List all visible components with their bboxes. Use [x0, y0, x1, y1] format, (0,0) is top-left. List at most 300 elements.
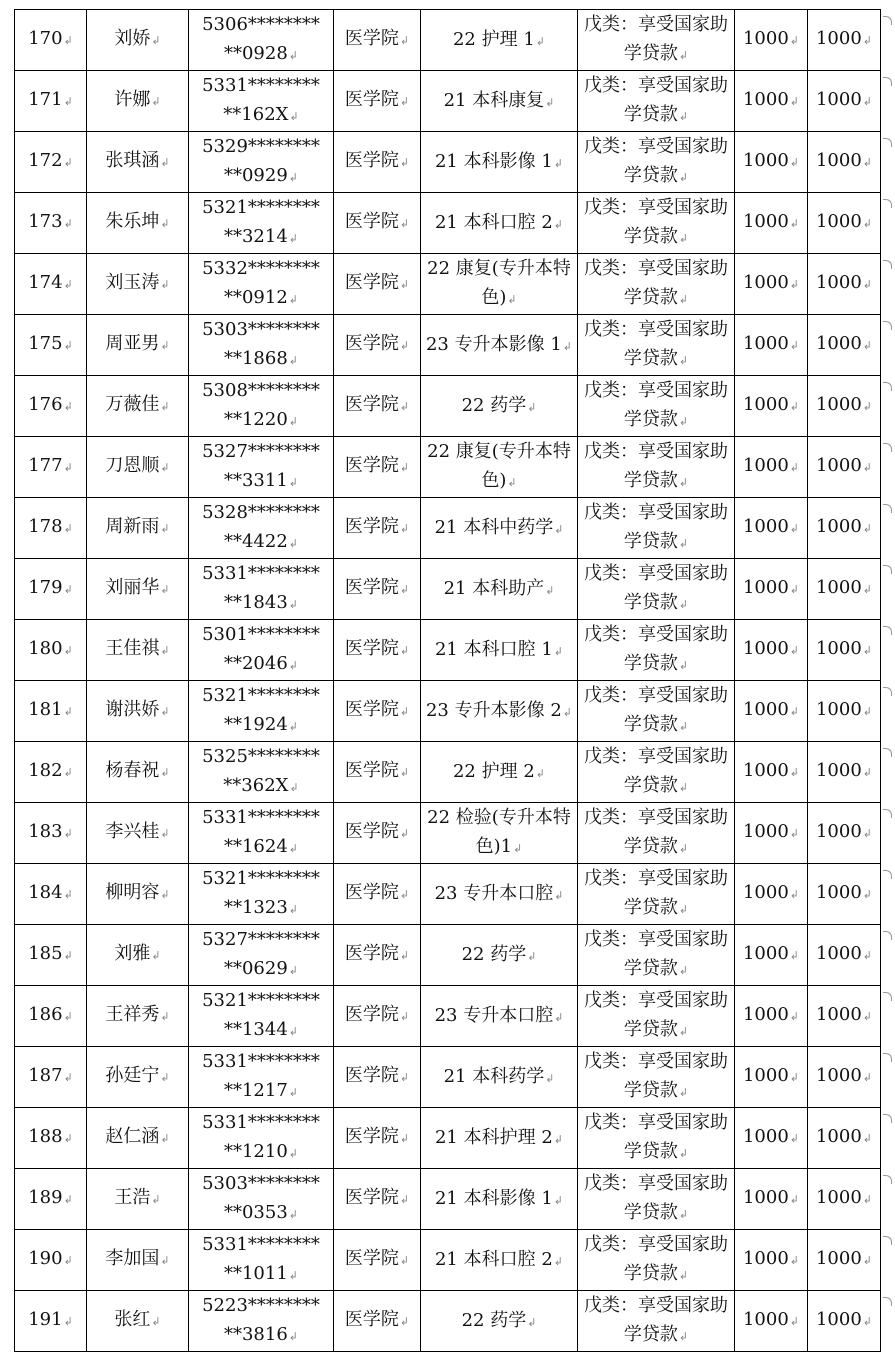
amount1-text: 1000: [742, 1065, 789, 1086]
college-text: 医学院: [344, 882, 399, 903]
id-line2-text: **2046: [223, 653, 288, 674]
amount1-text: 1000: [742, 1309, 789, 1330]
aid-category-cell: 戊类：享受国家助学贷款↲: [578, 498, 735, 559]
aid-category-cell: 戊类：享受国家助学贷款↲: [578, 742, 735, 803]
amount-cell: 1000↲: [735, 1230, 808, 1291]
class-cell: 22 护理 1↲: [421, 10, 578, 71]
college-cell: 医学院↲: [334, 315, 421, 376]
amount1-text: 1000: [742, 394, 789, 415]
college-text: 医学院: [344, 699, 399, 720]
row-end-mark-icon: [883, 870, 892, 879]
id-line2-text: **1011: [223, 1263, 288, 1284]
college-text: 医学院: [344, 821, 399, 842]
student-name-cell: 刘玉涛↲: [87, 254, 189, 315]
class-cell: 22 康复(专升本特色)↲: [421, 254, 578, 315]
category-text: 戊类：享受国家助学贷款: [584, 624, 728, 674]
aid-category-cell: 戊类：享受国家助学贷款↲: [578, 559, 735, 620]
id-line1-text: 5327********: [202, 441, 320, 462]
class-cell: 22 药学↲: [421, 1291, 578, 1352]
class-text: 21 本科中药学: [434, 516, 554, 538]
name-text: 周亚男: [105, 333, 160, 354]
class-cell: 23 专升本口腔↲: [421, 986, 578, 1047]
id-line1-text: 5325********: [202, 746, 320, 767]
row-end-mark-icon: [883, 1297, 892, 1306]
no-text: 176: [28, 394, 63, 415]
row-end-mark-icon: [883, 16, 892, 25]
amount-total-cell: 1000↲: [808, 193, 881, 254]
college-text: 医学院: [344, 28, 399, 49]
no-text: 187: [28, 1065, 63, 1086]
id-number-cell: 5328******** **4422↲: [189, 498, 334, 559]
no-text: 178: [28, 516, 63, 537]
amount-cell: 1000↲: [735, 1169, 808, 1230]
class-text: 23 专升本口腔: [434, 1004, 554, 1026]
serial-number-cell: 187↲: [15, 1047, 87, 1108]
amount-cell: 1000↲: [735, 986, 808, 1047]
amount2-text: 1000: [815, 1187, 862, 1208]
table-row: [15, 864, 881, 925]
class-cell: 22 药学↲: [421, 925, 578, 986]
id-number-cell: 5331******** **162X↲: [189, 71, 334, 132]
amount2-text: 1000: [815, 28, 862, 49]
row-end-mark-icon: [883, 260, 892, 269]
id-line1-text: 5331********: [202, 563, 320, 584]
amount-cell: 1000↲: [735, 864, 808, 925]
class-text: 21 本科护理 2: [434, 1126, 553, 1148]
id-number-cell: 5306******** **0928↲: [189, 10, 334, 71]
amount1-text: 1000: [742, 89, 789, 110]
table-row: [15, 1108, 881, 1169]
no-text: 183: [28, 821, 63, 842]
serial-number-cell: 189↲: [15, 1169, 87, 1230]
aid-category-cell: 戊类：享受国家助学贷款↲: [578, 681, 735, 742]
id-number-cell: 5303******** **0353↲: [189, 1169, 334, 1230]
amount2-text: 1000: [815, 516, 862, 537]
name-text: 刘雅: [114, 943, 151, 964]
no-text: 170: [28, 28, 63, 49]
table-row: [15, 498, 881, 559]
amount-total-cell: 1000↲: [808, 681, 881, 742]
name-text: 刘丽华: [105, 577, 160, 598]
id-line2-text: **1220: [223, 409, 288, 430]
row-end-mark-icon: [883, 992, 892, 1001]
id-line2-text: **1344: [223, 1019, 288, 1040]
row-end-mark-icon: [883, 565, 892, 574]
table-row: [15, 1047, 881, 1108]
id-line1-text: 5331********: [202, 1234, 320, 1255]
id-line1-text: 5321********: [202, 868, 320, 889]
class-cell: 22 康复(专升本特色)↲: [421, 437, 578, 498]
category-text: 戊类：享受国家助学贷款: [584, 14, 728, 64]
category-text: 戊类：享受国家助学贷款: [584, 990, 728, 1040]
amount-cell: 1000↲: [735, 742, 808, 803]
class-text: 23 专升本影像 2: [425, 699, 562, 721]
amount1-text: 1000: [742, 760, 789, 781]
row-end-mark-icon: [883, 138, 892, 147]
amount2-text: 1000: [815, 943, 862, 964]
category-text: 戊类：享受国家助学贷款: [584, 441, 728, 491]
no-text: 181: [28, 699, 63, 720]
aid-category-cell: 戊类：享受国家助学贷款↲: [578, 1291, 735, 1352]
student-name-cell: 刘丽华↲: [87, 559, 189, 620]
id-number-cell: 5321******** **1924↲: [189, 681, 334, 742]
class-cell: 21 本科护理 2↲: [421, 1108, 578, 1169]
category-text: 戊类：享受国家助学贷款: [584, 380, 728, 430]
aid-category-cell: 戊类：享受国家助学贷款↲: [578, 376, 735, 437]
college-text: 医学院: [344, 1187, 399, 1208]
college-text: 医学院: [344, 1309, 399, 1330]
college-cell: 医学院↲: [334, 620, 421, 681]
college-cell: 医学院↲: [334, 742, 421, 803]
serial-number-cell: 170↲: [15, 10, 87, 71]
no-text: 182: [28, 760, 63, 781]
amount-cell: 1000↲: [735, 620, 808, 681]
amount1-text: 1000: [742, 211, 789, 232]
amount-cell: 1000↲: [735, 10, 808, 71]
row-end-mark-icon: [883, 382, 892, 391]
category-text: 戊类：享受国家助学贷款: [584, 1234, 728, 1284]
student-name-cell: 李加国↲: [87, 1230, 189, 1291]
table-row: [15, 132, 881, 193]
aid-category-cell: 戊类：享受国家助学贷款↲: [578, 315, 735, 376]
id-line2-text: **1210: [223, 1141, 288, 1162]
no-text: 179: [28, 577, 63, 598]
college-text: 医学院: [344, 89, 399, 110]
id-line2-text: **3311: [223, 470, 288, 491]
class-text: 21 本科药学: [443, 1065, 545, 1087]
row-end-mark-icon: [883, 1236, 892, 1245]
class-cell: 21 本科影像 1↲: [421, 132, 578, 193]
id-number-cell: 5301******** **2046↲: [189, 620, 334, 681]
aid-category-cell: 戊类：享受国家助学贷款↲: [578, 437, 735, 498]
college-cell: 医学院↲: [334, 254, 421, 315]
amount-cell: 1000↲: [735, 559, 808, 620]
id-line1-text: 5301********: [202, 624, 320, 645]
amount1-text: 1000: [742, 272, 789, 293]
table-row: [15, 1169, 881, 1230]
id-line1-text: 5328********: [202, 502, 320, 523]
row-end-mark-icon: [883, 1053, 892, 1062]
aid-category-cell: 戊类：享受国家助学贷款↲: [578, 254, 735, 315]
class-text: 21 本科口腔 2: [434, 211, 553, 233]
name-text: 张琪涵: [105, 150, 160, 171]
category-text: 戊类：享受国家助学贷款: [584, 1112, 728, 1162]
amount2-text: 1000: [815, 89, 862, 110]
id-line2-text: **1624: [223, 836, 288, 857]
college-text: 医学院: [344, 394, 399, 415]
college-text: 医学院: [344, 272, 399, 293]
aid-category-cell: 戊类：享受国家助学贷款↲: [578, 1230, 735, 1291]
id-line2-text: **0353: [223, 1202, 288, 1223]
amount2-text: 1000: [815, 394, 862, 415]
college-cell: 医学院↲: [334, 437, 421, 498]
table-row: [15, 437, 881, 498]
no-text: 189: [28, 1187, 63, 1208]
serial-number-cell: 172↲: [15, 132, 87, 193]
class-text: 22 护理 1: [452, 28, 535, 50]
name-text: 谢洪娇: [105, 699, 160, 720]
class-text: 21 本科助产: [443, 577, 545, 599]
row-end-mark-icon: [883, 687, 892, 696]
row-end-mark-icon: [883, 199, 892, 208]
amount2-text: 1000: [815, 1248, 862, 1269]
amount-cell: 1000↲: [735, 71, 808, 132]
class-text: 23 专升本影像 1: [425, 333, 562, 355]
college-cell: 医学院↲: [334, 1108, 421, 1169]
student-name-cell: 王祥秀↲: [87, 986, 189, 1047]
category-text: 戊类：享受国家助学贷款: [584, 746, 728, 796]
id-line2-text: **1924: [223, 714, 288, 735]
serial-number-cell: 184↲: [15, 864, 87, 925]
serial-number-cell: 181↲: [15, 681, 87, 742]
serial-number-cell: 178↲: [15, 498, 87, 559]
row-end-mark-icon: [883, 626, 892, 635]
name-text: 孙廷宁: [105, 1065, 160, 1086]
table-row: [15, 742, 881, 803]
amount-cell: 1000↲: [735, 498, 808, 559]
college-text: 医学院: [344, 1126, 399, 1147]
row-end-mark-icon: [883, 443, 892, 452]
serial-number-cell: 179↲: [15, 559, 87, 620]
college-cell: 医学院↲: [334, 376, 421, 437]
table-row: [15, 1291, 881, 1352]
id-line1-text: 5306********: [202, 14, 320, 35]
no-text: 190: [28, 1248, 63, 1269]
serial-number-cell: 185↲: [15, 925, 87, 986]
amount2-text: 1000: [815, 333, 862, 354]
name-text: 赵仁涵: [105, 1126, 160, 1147]
id-line2-text: **162X: [223, 104, 289, 125]
table-row: [15, 254, 881, 315]
no-text: 177: [28, 455, 63, 476]
amount-total-cell: 1000↲: [808, 864, 881, 925]
table-row: [15, 376, 881, 437]
no-text: 191: [28, 1309, 63, 1330]
class-text: 22 康复(专升本特色): [427, 258, 571, 308]
amount1-text: 1000: [742, 1248, 789, 1269]
amount-total-cell: 1000↲: [808, 1108, 881, 1169]
id-line2-text: **362X: [223, 775, 289, 796]
class-text: 21 本科口腔 2: [434, 1248, 553, 1270]
class-text: 23 专升本口腔: [434, 882, 554, 904]
id-number-cell: 5331******** **1843↲: [189, 559, 334, 620]
class-cell: 22 药学↲: [421, 376, 578, 437]
class-text: 22 检验(专升本特色)1: [427, 807, 571, 857]
class-cell: 22 护理 2↲: [421, 742, 578, 803]
amount-cell: 1000↲: [735, 1108, 808, 1169]
id-line1-text: 5321********: [202, 685, 320, 706]
no-text: 173: [28, 211, 63, 232]
amount-cell: 1000↲: [735, 803, 808, 864]
amount-total-cell: 1000↲: [808, 10, 881, 71]
student-name-cell: 许娜↲: [87, 71, 189, 132]
amount1-text: 1000: [742, 1126, 789, 1147]
table-row: [15, 620, 881, 681]
amount-total-cell: 1000↲: [808, 803, 881, 864]
no-text: 175: [28, 333, 63, 354]
row-end-mark-icon: [883, 77, 892, 86]
student-name-cell: 周新雨↲: [87, 498, 189, 559]
category-text: 戊类：享受国家助学贷款: [584, 868, 728, 918]
id-number-cell: 5332******** **0912↲: [189, 254, 334, 315]
amount1-text: 1000: [742, 333, 789, 354]
table-row: [15, 803, 881, 864]
class-text: 21 本科影像 1: [434, 150, 553, 172]
table-body: [15, 10, 881, 1352]
amount-total-cell: 1000↲: [808, 71, 881, 132]
category-text: 戊类：享受国家助学贷款: [584, 1051, 728, 1101]
college-cell: 医学院↲: [334, 498, 421, 559]
name-text: 万薇佳: [105, 394, 160, 415]
aid-category-cell: 戊类：享受国家助学贷款↲: [578, 10, 735, 71]
amount1-text: 1000: [742, 577, 789, 598]
row-end-mark-icon: [883, 931, 892, 940]
name-text: 周新雨: [105, 516, 160, 537]
id-line1-text: 5303********: [202, 319, 320, 340]
amount-cell: 1000↲: [735, 925, 808, 986]
student-name-cell: 刘娇↲: [87, 10, 189, 71]
name-text: 刘玉涛: [105, 272, 160, 293]
college-cell: 医学院↲: [334, 803, 421, 864]
college-cell: 医学院↲: [334, 71, 421, 132]
serial-number-cell: 190↲: [15, 1230, 87, 1291]
college-cell: 医学院↲: [334, 132, 421, 193]
id-line2-text: **0912: [223, 287, 288, 308]
amount2-text: 1000: [815, 211, 862, 232]
amount2-text: 1000: [815, 1309, 862, 1330]
table-row: [15, 10, 881, 71]
id-line2-text: **0929: [223, 165, 288, 186]
college-cell: 医学院↲: [334, 1230, 421, 1291]
student-name-cell: 张红↲: [87, 1291, 189, 1352]
name-text: 李兴桂: [105, 821, 160, 842]
category-text: 戊类：享受国家助学贷款: [584, 197, 728, 247]
college-text: 医学院: [344, 516, 399, 537]
serial-number-cell: 175↲: [15, 315, 87, 376]
amount-total-cell: 1000↲: [808, 437, 881, 498]
id-line1-text: 5303********: [202, 1173, 320, 1194]
amount-total-cell: 1000↲: [808, 1169, 881, 1230]
id-number-cell: 5321******** **1344↲: [189, 986, 334, 1047]
student-name-cell: 朱乐坤↲: [87, 193, 189, 254]
serial-number-cell: 183↲: [15, 803, 87, 864]
college-cell: 医学院↲: [334, 559, 421, 620]
student-name-cell: 刀恩顺↲: [87, 437, 189, 498]
table-row: [15, 681, 881, 742]
class-text: 21 本科影像 1: [434, 1187, 553, 1209]
amount-cell: 1000↲: [735, 376, 808, 437]
student-name-cell: 柳明容↲: [87, 864, 189, 925]
id-line1-text: 5331********: [202, 1051, 320, 1072]
amount-total-cell: 1000↲: [808, 132, 881, 193]
id-line1-text: 5331********: [202, 807, 320, 828]
table-row: [15, 925, 881, 986]
id-number-cell: 5325******** **362X↲: [189, 742, 334, 803]
amount-total-cell: 1000↲: [808, 986, 881, 1047]
id-line1-text: 5321********: [202, 197, 320, 218]
row-end-mark-icon: [883, 321, 892, 330]
aid-category-cell: 戊类：享受国家助学贷款↲: [578, 864, 735, 925]
amount-cell: 1000↲: [735, 132, 808, 193]
category-text: 戊类：享受国家助学贷款: [584, 258, 728, 308]
class-cell: 21 本科中药学↲: [421, 498, 578, 559]
aid-category-cell: 戊类：享受国家助学贷款↲: [578, 1047, 735, 1108]
id-line1-text: 5332********: [202, 258, 320, 279]
id-number-cell: 5331******** **1210↲: [189, 1108, 334, 1169]
college-cell: 医学院↲: [334, 1291, 421, 1352]
amount2-text: 1000: [815, 821, 862, 842]
category-text: 戊类：享受国家助学贷款: [584, 807, 728, 857]
class-cell: 21 本科口腔 2↲: [421, 1230, 578, 1291]
id-line2-text: **4422: [223, 531, 288, 552]
id-line1-text: 5331********: [202, 1112, 320, 1133]
class-text: 22 药学: [461, 1309, 527, 1331]
amount-cell: 1000↲: [735, 1047, 808, 1108]
amount1-text: 1000: [742, 28, 789, 49]
college-text: 医学院: [344, 577, 399, 598]
amount1-text: 1000: [742, 882, 789, 903]
table-row: [15, 193, 881, 254]
id-line2-text: **0928: [223, 43, 288, 64]
serial-number-cell: 177↲: [15, 437, 87, 498]
amount-total-cell: 1000↲: [808, 925, 881, 986]
name-text: 刘娇: [114, 28, 151, 49]
id-line2-text: **1843: [223, 592, 288, 613]
id-line1-text: 5223********: [202, 1295, 320, 1316]
id-number-cell: 5303******** **1868↲: [189, 315, 334, 376]
serial-number-cell: 173↲: [15, 193, 87, 254]
amount-total-cell: 1000↲: [808, 1291, 881, 1352]
serial-number-cell: 171↲: [15, 71, 87, 132]
table-row: [15, 315, 881, 376]
id-number-cell: 5321******** **1323↲: [189, 864, 334, 925]
no-text: 174: [28, 272, 63, 293]
student-name-cell: 周亚男↲: [87, 315, 189, 376]
id-line2-text: **0629: [223, 958, 288, 979]
name-text: 李加国: [105, 1248, 160, 1269]
amount1-text: 1000: [742, 638, 789, 659]
category-text: 戊类：享受国家助学贷款: [584, 929, 728, 979]
amount-cell: 1000↲: [735, 1291, 808, 1352]
row-end-mark-icon: [883, 1175, 892, 1184]
id-number-cell: 5331******** **1011↲: [189, 1230, 334, 1291]
table-row: [15, 71, 881, 132]
amount2-text: 1000: [815, 150, 862, 171]
amount-total-cell: 1000↲: [808, 620, 881, 681]
row-end-mark-icon: [883, 748, 892, 757]
category-text: 戊类：享受国家助学贷款: [584, 685, 728, 735]
class-cell: 21 本科药学↲: [421, 1047, 578, 1108]
amount1-text: 1000: [742, 150, 789, 171]
amount2-text: 1000: [815, 638, 862, 659]
id-line1-text: 5327********: [202, 929, 320, 950]
amount1-text: 1000: [742, 1004, 789, 1025]
no-text: 184: [28, 882, 63, 903]
no-text: 172: [28, 150, 63, 171]
college-cell: 医学院↲: [334, 1169, 421, 1230]
id-line1-text: 5321********: [202, 990, 320, 1011]
student-name-cell: 杨春祝↲: [87, 742, 189, 803]
college-cell: 医学院↲: [334, 986, 421, 1047]
row-end-mark-icon: [883, 504, 892, 513]
college-text: 医学院: [344, 211, 399, 232]
category-text: 戊类：享受国家助学贷款: [584, 319, 728, 369]
aid-category-cell: 戊类：享受国家助学贷款↲: [578, 986, 735, 1047]
aid-category-cell: 戊类：享受国家助学贷款↲: [578, 132, 735, 193]
id-line2-text: **1217: [223, 1080, 288, 1101]
no-text: 188: [28, 1126, 63, 1147]
amount2-text: 1000: [815, 882, 862, 903]
